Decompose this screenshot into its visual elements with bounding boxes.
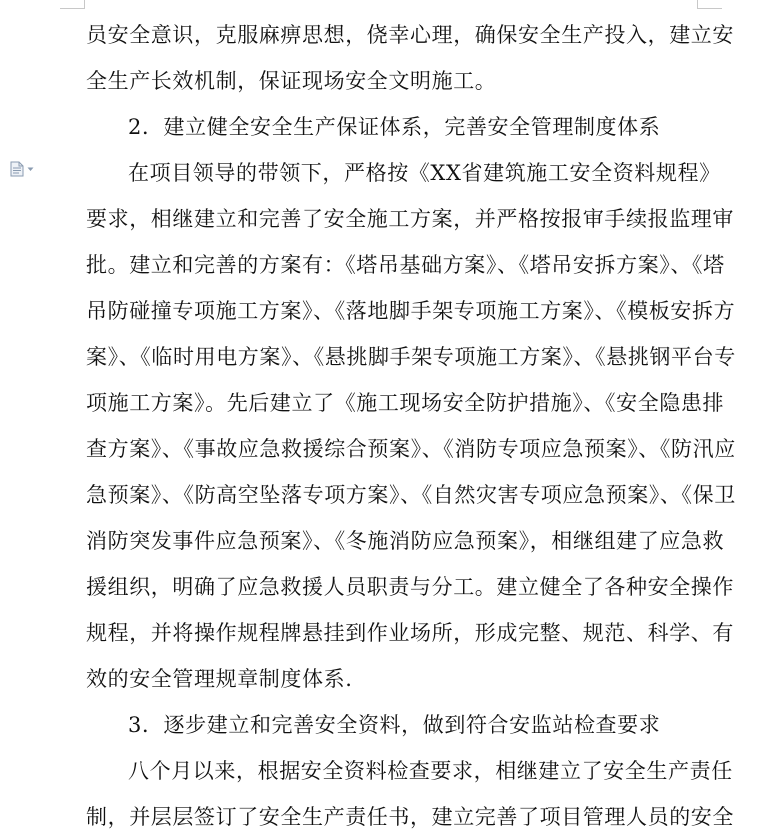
text-line: 效的安全管理规章制度体系.: [86, 667, 353, 691]
section-heading: 2．建立健全安全生产保证体系，完善安全管理制度体系: [128, 115, 661, 139]
text-line: 全生产长效机制，保证现场安全文明施工。: [86, 69, 497, 93]
text-line: 八个月以来，根据安全资料检查要求，相继建立了安全生产责任: [128, 759, 733, 783]
text-line: 在项目领导的带领下，严格按《XX省建筑施工安全资料规程》: [128, 161, 721, 185]
text-line: 急预案》、《防高空坠落专项方案》、《自然灾害专项应急预案》、《保卫: [86, 483, 736, 507]
text-line: 援组织，明确了应急救援人员职责与分工。建立健全了各种安全操作: [86, 575, 734, 599]
text-line: 消防突发事件应急预案》、《冬施消防应急预案》，相继组建了应急救: [86, 529, 725, 553]
text-line: 规程，并将操作规程牌悬挂到作业场所，形成完整、规范、科学、有: [86, 621, 734, 645]
text-line: 制，并层层签订了安全生产责任书，建立完善了项目管理人员的安全: [86, 805, 734, 829]
document-body: [86, 12, 736, 840]
text-line: 查方案》、《事故应急救援综合预案》、《消防专项应急预案》、《防汛应: [86, 437, 736, 461]
text-line: 项施工方案》。先后建立了《施工现场安全防护措施》、《安全隐患排: [86, 391, 725, 415]
text-line: 要求，相继建立和完善了安全施工方案，并严格按报审手续报监理审: [86, 207, 734, 231]
section-heading: 3．逐步建立和完善安全资料，做到符合安监站检查要求: [128, 713, 661, 737]
document-icon: [10, 161, 24, 177]
text-line: 案》、《临时用电方案》、《悬挑脚手架专项施工方案》、《悬挑钢平台专: [86, 345, 736, 369]
text-line: 员安全意识，克服麻痹思想，侥幸心理，确保安全生产投入，建立安: [86, 23, 734, 47]
paragraph-options-button[interactable]: [10, 159, 44, 179]
text-line: 吊防碰撞专项施工方案》、《落地脚手架专项施工方案》、《模板安拆方: [86, 299, 736, 323]
text-line: 批。建立和完善的方案有：《塔吊基础方案》、《塔吊安拆方案》、《塔: [86, 253, 725, 277]
page-corner-mark-right: [697, 0, 722, 9]
page-corner-mark-left: [60, 0, 85, 9]
chevron-down-icon: [27, 167, 34, 172]
